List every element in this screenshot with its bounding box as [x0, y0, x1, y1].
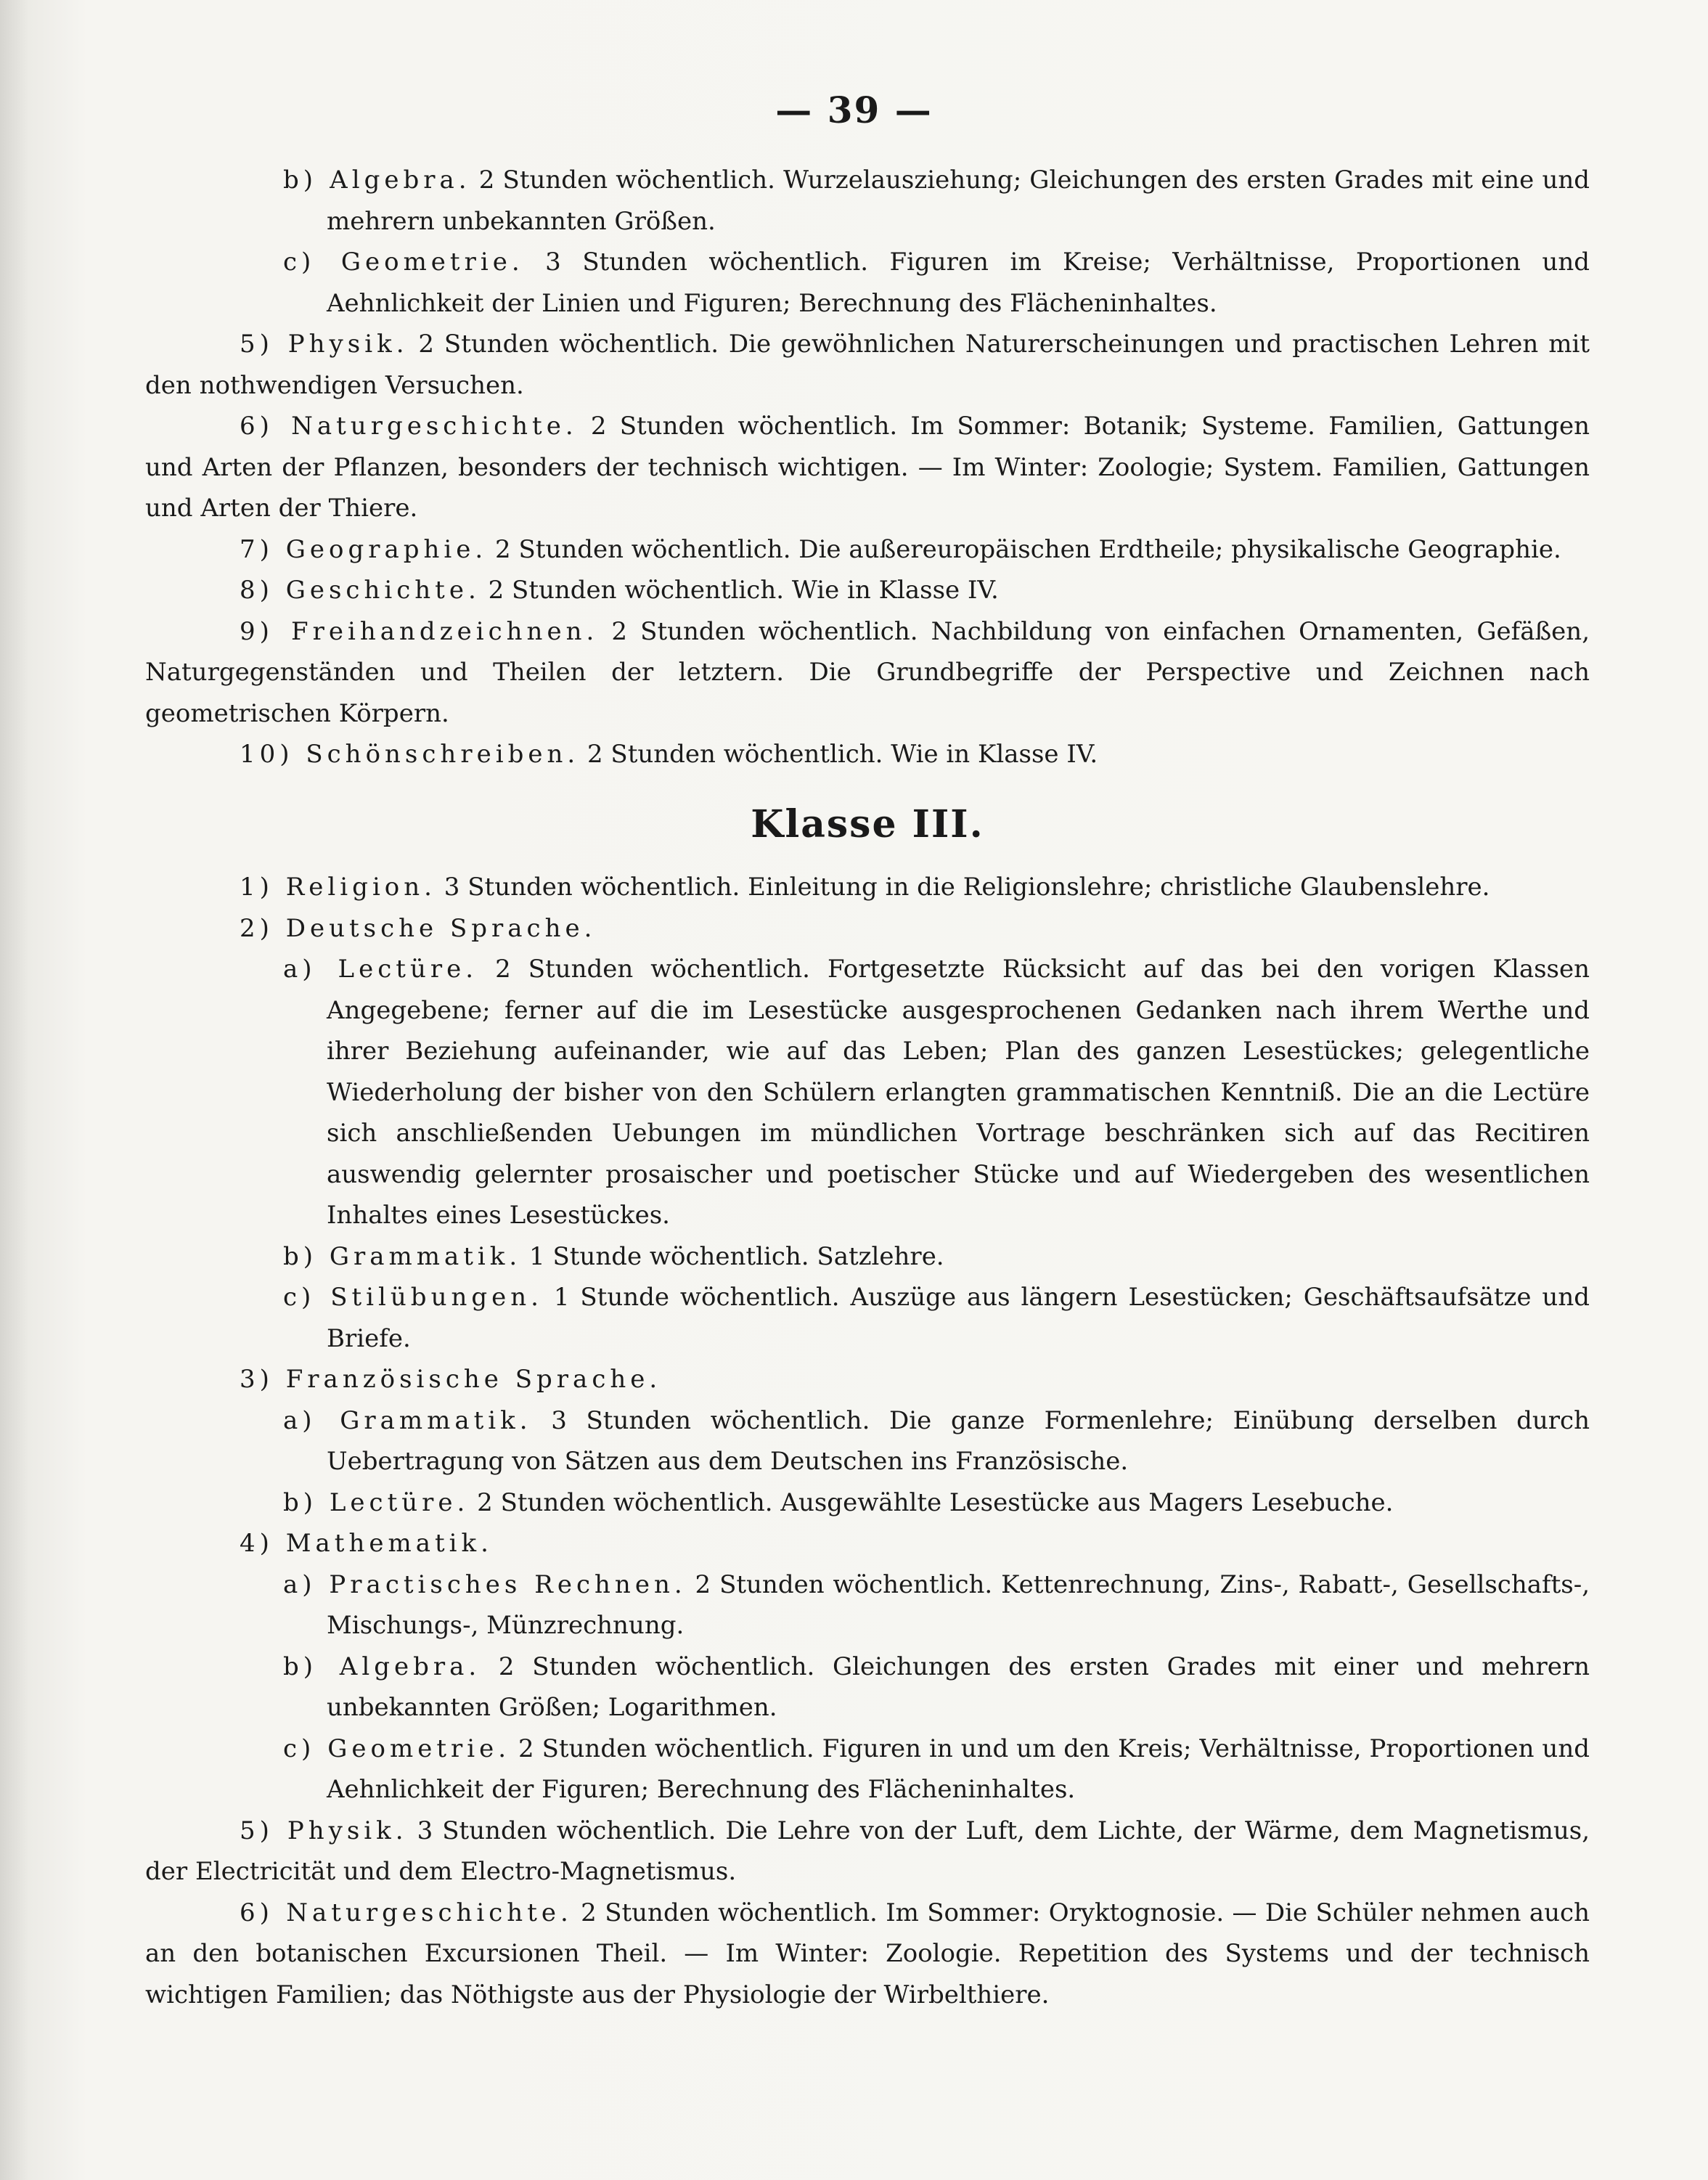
paragraph-text: 2 Stunden wöchentlich. Kettenrechnung, Zins-, Rabatt-, Gesellschafts-, Mischungs-, Münzrechnung. — [327, 1569, 1590, 1640]
paragraph-text: 2 Stunden wöchentlich. Wurzelausziehung; Gleichungen des ersten Grades mit eine und mehrern unbekannten Größen. — [327, 166, 1590, 236]
subject-label: 9) Freihandzeichnen. — [240, 616, 599, 646]
paragraph-text: 2 Stunden wöchentlich. Ausgewählte Lesestücke aus Magers Lesebuche. — [469, 1487, 1394, 1517]
paragraph — [145, 1728, 1590, 1810]
section-heading: Klasse III. — [751, 801, 984, 846]
paragraph — [145, 1400, 1590, 1482]
paragraph-text: 3 Stunden wöchentlich. Die Lehre von der Luft, dem Lichte, der Wärme, dem Magnetismus, der Electricität und dem Electro-Magnetismus. — [145, 1816, 1590, 1886]
paragraph — [145, 1893, 1590, 2016]
paragraph — [145, 160, 1590, 242]
subject-label: 4) Mathematik. — [240, 1529, 493, 1558]
paragraph — [145, 908, 1590, 950]
subject-label: 7) Geographie. — [240, 534, 488, 564]
paragraph — [145, 324, 1590, 406]
paragraph — [145, 406, 1590, 529]
paragraph-text: 2 Stunden wöchentlich. Gleichungen des ersten Grades mit einer und mehrern unbekannten Größen; Logarithmen. — [327, 1652, 1590, 1722]
paragraph-text: 3 Stunden wöchentlich. Einleitung in die Religionslehre; christliche Glaubenslehre. — [436, 873, 1490, 902]
subject-label: a) Grammatik. — [283, 1405, 532, 1435]
subject-label: 1) Religion. — [240, 873, 436, 902]
paragraph-text: 2 Stunden wöchentlich. Fortgesetzte Rücksicht auf das bei den vorigen Klassen Angegebene; ferner auf die im Lesestücke ausgesprochenen Gedanken nach ihrem Werthe und ihrer Beziehung aufeinander, wie auf das Leben; Plan des ganzen Lesestückes; gelegentliche Wiederholung der bisher von den Schülern erlangten grammatischen Kenntniß. Die an die Lectüre sich anschließenden Uebungen im mündlichen Vortrage beschränken sich auf das Recitiren auswendig gelernter prosaischer und poetischer Stücke und auf Wiedergeben des wesentlichen Inhaltes eines Lesestückes. — [327, 955, 1590, 1230]
subject-label: b) Algebra. — [283, 1652, 481, 1681]
paragraph — [145, 570, 1590, 611]
subject-label: 5) Physik. — [240, 330, 409, 359]
paragraph — [145, 1810, 1590, 1893]
paragraph-text: 2 Stunden wöchentlich. Die außereuropäischen Erdtheile; physikalische Geographie. — [487, 534, 1561, 564]
paragraph — [145, 1277, 1590, 1359]
paragraph-text: 2 Stunden wöchentlich. Die gewöhnlichen Naturerscheinungen und practischen Lehren mit den nothwendigen Versuchen. — [145, 330, 1590, 400]
subject-label: 5) Physik. — [240, 1816, 408, 1845]
paragraph — [145, 734, 1590, 775]
paragraph — [145, 242, 1590, 324]
subject-label: c) Stilübungen. — [283, 1283, 543, 1312]
subject-label: 8) Geschichte. — [240, 576, 481, 605]
section-klasse-iii — [145, 867, 1590, 2015]
paragraph — [145, 611, 1590, 735]
paragraph — [145, 1523, 1590, 1564]
paragraph-text: 3 Stunden wöchentlich. Die ganze Formenlehre; Einübung derselben durch Uebertragung von Sätzen aus dem Deutschen ins Französische. — [327, 1405, 1590, 1476]
paragraph-text: 2 Stunden wöchentlich. Wie in Klasse IV. — [579, 740, 1098, 769]
subject-label: 6) Naturgeschichte. — [240, 1898, 573, 1927]
subject-label: c) Geometrie. — [283, 248, 524, 277]
subject-label: a) Lectüre. — [283, 955, 478, 984]
paragraph-text: 2 Stunden wöchentlich. Im Sommer: Botanik; Systeme. Familien, Gattungen und Arten der Pflanzen, besonders der technisch wichtigen. — Im Winter: Zoologie; System. Familien, Gattungen und Arten der Thiere. — [145, 412, 1590, 523]
paragraph — [145, 529, 1590, 571]
subject-label: b) Algebra. — [283, 166, 471, 195]
page-number: — 39 — — [775, 89, 933, 131]
paragraph-text: 1 Stunde wöchentlich. Satzlehre. — [521, 1241, 944, 1271]
paragraph — [145, 1359, 1590, 1400]
subject-label: 3) Französische Sprache. — [240, 1365, 662, 1394]
subject-label: b) Grammatik. — [283, 1241, 522, 1271]
subject-label: b) Lectüre. — [283, 1487, 470, 1517]
paragraph — [145, 1482, 1590, 1524]
paragraph-text: 2 Stunden wöchentlich. Im Sommer: Oryktognosie. — Die Schüler nehmen auch an den botanischen Excursionen Theil. — Im Winter: Zoologie. Repetition des Systems und der technisch wichtigen Familien; das Nöthigste aus der Physiologie der Wirbelthiere. — [145, 1898, 1590, 2009]
paragraph — [145, 1564, 1590, 1646]
section-klasse-iv-continued — [145, 160, 1590, 775]
paragraph — [145, 867, 1590, 908]
document-body — [145, 160, 1590, 2015]
paragraph-text: 2 Stunden wöchentlich. Figuren in und um den Kreis; Verhältnisse, Proportionen und Aehnlichkeit der Figuren; Berechnung des Flächeninhaltes. — [327, 1734, 1590, 1804]
paragraph-text: 2 Stunden wöchentlich. Nachbildung von einfachen Ornamenten, Gefäßen, Naturgegenständen und Theilen der letztern. Die Grundbegriffe der Perspective und Zeichnen nach geometrischen Körpern. — [145, 616, 1590, 728]
paragraph — [145, 1646, 1590, 1728]
subject-label: 10) Schönschreiben. — [240, 740, 580, 769]
paragraph-text: 2 Stunden wöchentlich. Wie in Klasse IV. — [480, 576, 999, 605]
subject-label: a) Practisches Rechnen. — [283, 1569, 687, 1599]
paragraph — [145, 1236, 1590, 1278]
subject-label: 2) Deutsche Sprache. — [240, 913, 597, 943]
subject-label: 6) Naturgeschichte. — [240, 412, 578, 441]
subject-label: c) Geometrie. — [283, 1734, 511, 1763]
paragraph-text: 1 Stunde wöchentlich. Auszüge aus längern Lesestücken; Geschäftsaufsätze und Briefe. — [327, 1283, 1590, 1353]
paragraph-text: 3 Stunden wöchentlich. Figuren im Kreise; Verhältnisse, Proportionen und Aehnlichkeit der Linien und Figuren; Berechnung des Flächeninhaltes. — [327, 248, 1590, 318]
paragraph — [145, 949, 1590, 1236]
